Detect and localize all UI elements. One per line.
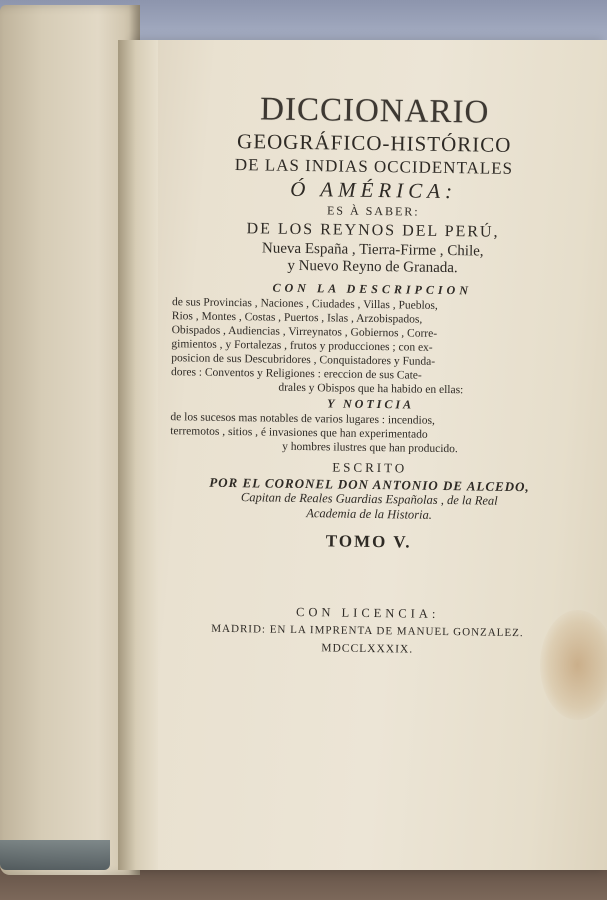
subtitle-line: ES À SABER: — [326, 203, 420, 219]
author-name: POR EL CORONEL DON ANTONIO DE ALCEDO, — [209, 474, 530, 495]
subtitle-line: GEOGRÁFICO-HISTÓRICO — [236, 129, 512, 157]
book-title: DICCIONARIO — [259, 91, 490, 131]
paragraph-line: posicion de sus Descubridores , Conquistadores y Funda- — [171, 352, 436, 368]
book-cover-edge — [0, 840, 110, 870]
paragraph-line: gimientos , y Fortalezas , frutos y producciones ; con ex- — [171, 338, 433, 354]
paragraph-line: y hombres ilustres que han producido. — [282, 440, 458, 456]
publication-year: MDCCLXXXIX. — [321, 642, 414, 656]
description-paragraph — [171, 295, 572, 399]
volume-label: TOMO V. — [325, 531, 412, 552]
noticia-paragraph — [170, 410, 571, 458]
subtitle-line: Nueva España , Tierra-Firme , Chile, — [261, 240, 484, 260]
subtitle-line: DE LOS REYNOS DEL PERÚ, — [246, 220, 500, 241]
author-block — [169, 474, 570, 525]
paragraph-line: drales y Obispos que ha habido en ellas: — [278, 381, 464, 397]
license-line: CON LICENCIA: — [295, 604, 440, 621]
paragraph-line: terremotos , sitios , é invasiones que han experimentado — [170, 425, 428, 441]
book-gutter — [118, 40, 158, 870]
author-title: Capitan de Reales Guardias Españolas , de la Real — [240, 490, 498, 508]
subtitle-line: Ó AMÉRICA: — [290, 176, 458, 204]
paragraph-line: Obispados , Audiencias , Virreynatos , Gobiernos , Corre- — [171, 324, 438, 340]
paragraph-line: de sus Provincias , Naciones , Ciudades , Villas , Pueblos, — [171, 296, 438, 312]
author-title: Academia de la Historia. — [306, 506, 433, 522]
section-heading: ESCRITO — [332, 459, 408, 476]
section-heading: CON LA DESCRIPCION — [272, 280, 473, 298]
paragraph-line: dores : Conventos y Religiones : ereccion de sus Cate- — [170, 366, 422, 382]
section-heading: Y NOTICIA — [327, 396, 415, 412]
title-page-text — [167, 89, 575, 661]
subtitle-line: y Nuevo Reyno de Granada. — [287, 257, 458, 277]
paragraph-line: de los sucesos mas notables de varios lugares : incendios, — [170, 411, 435, 427]
paragraph-line: Rios , Montes , Costas , Puertos , Islas , Arzobispados, — [171, 310, 423, 326]
subtitle-line: DE LAS INDIAS OCCIDENTALES — [234, 155, 514, 178]
printer-line: MADRID: EN LA IMPRENTA DE MANUEL GONZALEZ. — [211, 622, 524, 640]
